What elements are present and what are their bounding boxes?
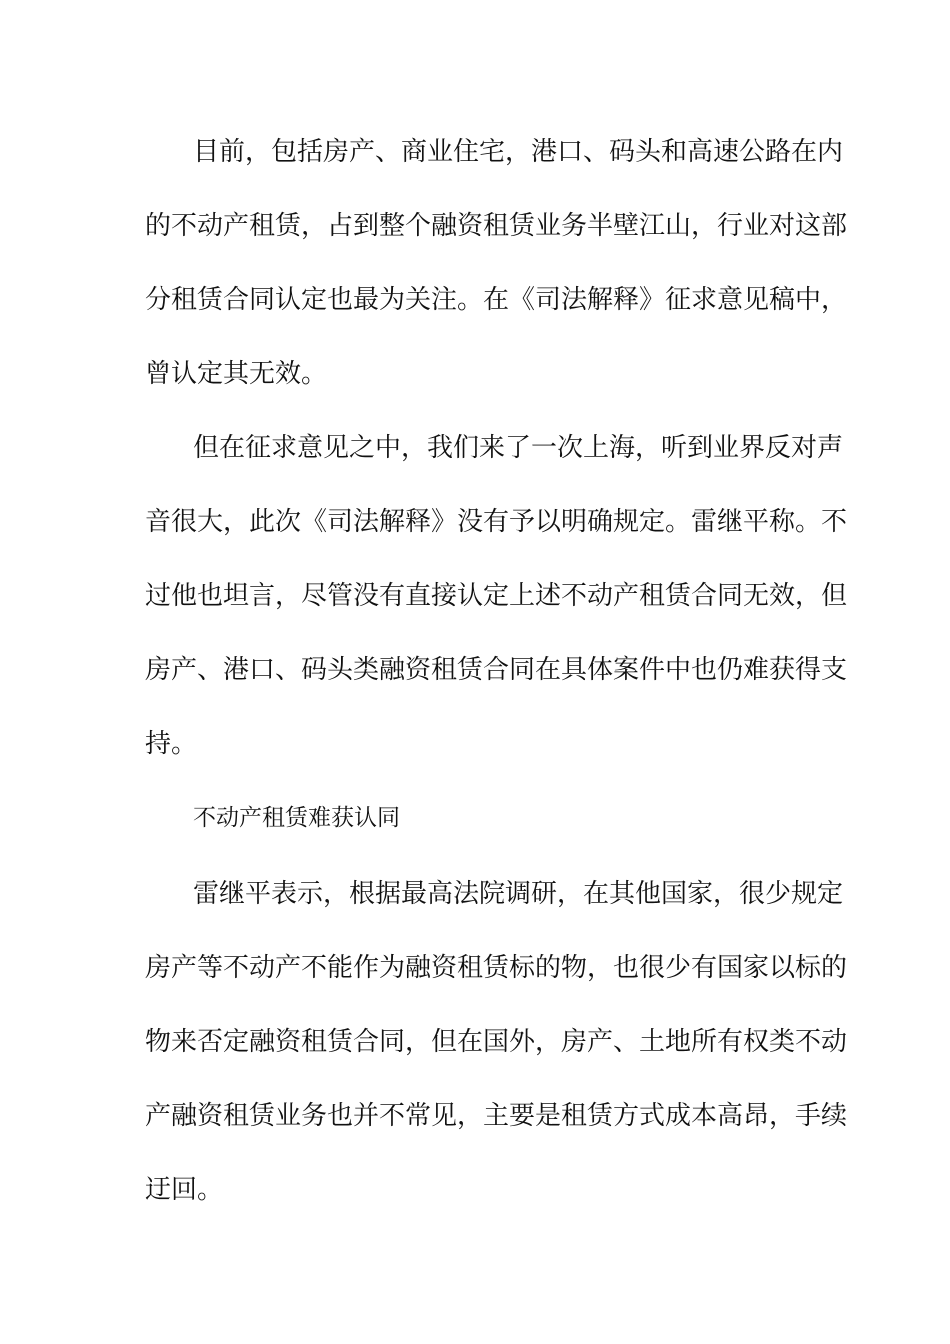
paragraph-2-line-2: 音很大，此次《司法解释》没有予以明确规定。雷继平称。不	[145, 507, 848, 537]
paragraph-2-line-3: 过他也坦言，尽管没有直接认定上述不动产租赁合同无效，但	[145, 581, 848, 611]
paragraph-1-line-1: 目前，包括房产、商业住宅，港口、码头和高速公路在内	[193, 137, 844, 167]
paragraph-3-line-4: 产融资租赁业务也并不常见，主要是租赁方式成本高昂，手续	[145, 1101, 848, 1131]
paragraph-2-line-1: 但在征求意见之中，我们来了一次上海，听到业界反对声	[193, 433, 844, 463]
paragraph-2-line-4: 房产、港口、码头类融资租赁合同在具体案件中也仍难获得支	[145, 655, 848, 685]
paragraph-3-line-5: 迂回。	[145, 1175, 224, 1205]
paragraph-3-line-3: 物来否定融资租赁合同，但在国外，房产、土地所有权类不动	[145, 1027, 848, 1057]
paragraph-1-line-4: 曾认定其无效。	[145, 359, 328, 389]
paragraph-3-line-1: 雷继平表示，根据最高法院调研，在其他国家，很少规定	[193, 879, 844, 909]
section-heading: 不动产租赁难获认同	[193, 805, 400, 831]
paragraph-3-line-2: 房产等不动产不能作为融资租赁标的物，也很少有国家以标的	[145, 953, 848, 983]
paragraph-2-line-5: 持。	[145, 729, 198, 759]
paragraph-1-line-2: 的不动产租赁，占到整个融资租赁业务半壁江山，行业对这部	[145, 211, 848, 241]
paragraph-1-line-3: 分租赁合同认定也最为关注。在《司法解释》征求意见稿中，	[145, 285, 848, 315]
